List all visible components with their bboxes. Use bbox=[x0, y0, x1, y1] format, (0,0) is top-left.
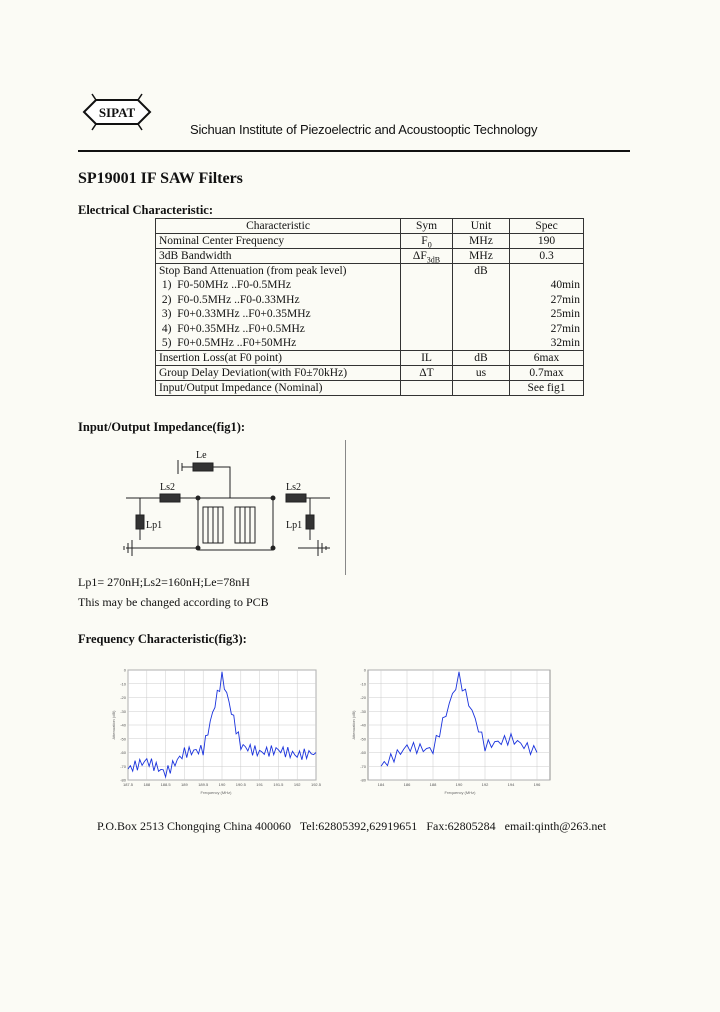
inductor-ls2-left bbox=[160, 494, 180, 502]
cell-spec bbox=[510, 264, 584, 351]
cell-label: Input/Output Impedance (Nominal) bbox=[156, 381, 401, 396]
x-tick-label: 192.5 bbox=[310, 782, 322, 787]
contact-footer bbox=[97, 819, 612, 834]
table-header-row bbox=[156, 219, 584, 234]
y-tick-label: -70 bbox=[120, 763, 126, 769]
th-sym: Sym bbox=[401, 219, 453, 234]
label-lp1-right: Lp1 bbox=[286, 520, 303, 531]
cell-spec: 190 bbox=[510, 234, 584, 249]
x-axis-label: Frequency (MHz) bbox=[200, 790, 232, 795]
y-tick-label: -60 bbox=[120, 750, 126, 755]
cell-sym: IL bbox=[401, 351, 453, 366]
x-tick-label: 196 bbox=[533, 782, 541, 787]
cell-sym: ΔT bbox=[401, 366, 453, 381]
x-tick-label: 187.5 bbox=[122, 782, 134, 787]
y-tick-label: -40 bbox=[360, 722, 366, 728]
x-tick-label: 189 bbox=[181, 782, 188, 787]
frequency-chart-wide bbox=[350, 665, 555, 795]
x-tick-label: 188 bbox=[143, 782, 151, 787]
stopband-item-3: 3) F0+0.33MHz ..F0+0.35MHz bbox=[161, 308, 311, 321]
y-tick-label: -10 bbox=[360, 681, 366, 687]
section-electrical: Electrical Characteristic: bbox=[78, 203, 214, 217]
stopband-spec-5: 32min bbox=[550, 336, 580, 349]
y-tick-label: -80 bbox=[360, 777, 366, 783]
y-tick-label: -10 bbox=[120, 681, 126, 687]
cell-label: 3dB Bandwidth bbox=[156, 249, 401, 264]
contact-address: P.O.Box 2513 Chongqing China 400060 bbox=[97, 819, 292, 833]
table-row-stopband bbox=[156, 264, 584, 351]
cell-unit: dB bbox=[453, 351, 510, 366]
stopband-spec-2: 27min bbox=[550, 293, 580, 306]
sipat-logo bbox=[82, 92, 152, 132]
x-tick-label: 190 bbox=[218, 782, 226, 787]
table-row bbox=[156, 366, 584, 381]
contact-tel: Tel:62805392,62919651 bbox=[299, 819, 418, 833]
table-row bbox=[156, 234, 584, 249]
cell-unit: us bbox=[453, 366, 510, 381]
stopband-spec-4: 27min bbox=[550, 322, 580, 335]
stopband-item-1: 1) F0-50MHz ..F0-0.5MHz bbox=[161, 279, 291, 292]
cell-label bbox=[156, 264, 401, 351]
cell-unit bbox=[453, 381, 510, 396]
cell-label: Insertion Loss(at F0 point) bbox=[156, 351, 401, 366]
divider-line bbox=[345, 440, 346, 575]
stopband-spec-1: 40min bbox=[550, 279, 580, 292]
x-tick-label: 192 bbox=[293, 782, 301, 787]
inductor-le bbox=[193, 463, 213, 471]
x-axis-label: Frequency (MHz) bbox=[444, 790, 476, 795]
institute-name: Sichuan Institute of Piezoelectric and Acoustooptic Technology bbox=[190, 122, 538, 137]
cell-unit: MHz bbox=[453, 234, 510, 249]
y-tick-label: 0 bbox=[363, 667, 366, 673]
table-row bbox=[156, 381, 584, 396]
cell-spec: 6max bbox=[510, 351, 584, 366]
x-tick-label: 188 bbox=[429, 782, 437, 787]
cell-spec: 0.7max bbox=[510, 366, 584, 381]
x-tick-label: 194 bbox=[507, 782, 515, 787]
frequency-chart-narrow bbox=[110, 665, 320, 795]
y-tick-label: -30 bbox=[360, 708, 366, 714]
x-tick-label: 190 bbox=[455, 782, 463, 787]
pcb-note: This may be changed according to PCB bbox=[78, 595, 269, 609]
stopband-spec-3: 25min bbox=[550, 308, 580, 321]
spec-table bbox=[155, 218, 584, 396]
th-unit: Unit bbox=[453, 219, 510, 234]
section-frequency: Frequency Characteristic(fig3): bbox=[78, 632, 247, 646]
contact-fax: Fax:62805284 bbox=[426, 819, 496, 833]
y-tick-label: -40 bbox=[120, 722, 126, 728]
x-tick-label: 186 bbox=[403, 782, 411, 787]
y-tick-label: -50 bbox=[120, 736, 126, 742]
header-rule bbox=[78, 150, 630, 152]
cell-sym bbox=[401, 264, 453, 351]
label-lp1-left: Lp1 bbox=[146, 520, 163, 531]
stopband-item-4: 4) F0+0.35MHz ..F0+0.5MHz bbox=[161, 322, 305, 335]
label-ls2-right: Ls2 bbox=[286, 482, 301, 493]
x-tick-label: 188.5 bbox=[160, 782, 171, 787]
stopband-title: Stop Band Attenuation (from peak level) bbox=[159, 265, 347, 277]
cell-label: Nominal Center Frequency bbox=[156, 234, 401, 249]
cell-sym: $F_0$ bbox=[401, 234, 453, 249]
y-axis-label: Attenuation (dB) bbox=[111, 710, 116, 740]
stopband-item-2: 2) F0-0.5MHz ..F0-0.33MHz bbox=[161, 293, 300, 306]
component-values: Lp1= 270nH;Ls2=160nH;Le=78nH bbox=[78, 575, 250, 589]
x-tick-label: 192 bbox=[481, 782, 489, 787]
label-ls2-left: Ls2 bbox=[160, 482, 175, 493]
cell-label: Group Delay Deviation(with F0±70kHz) bbox=[156, 366, 401, 381]
y-tick-label: -80 bbox=[120, 777, 126, 783]
label-le: Le bbox=[196, 450, 207, 461]
x-tick-label: 191.5 bbox=[273, 782, 284, 787]
cell-spec: See fig1 bbox=[510, 381, 584, 396]
y-tick-label: -50 bbox=[360, 736, 366, 742]
cell-sym bbox=[401, 381, 453, 396]
contact-email[interactable]: email:qinth@263.net bbox=[504, 819, 607, 833]
cell-sym: $\Delta F_{3dB}$ bbox=[401, 249, 453, 264]
x-tick-label: 184 bbox=[377, 782, 385, 787]
page-title: SP19001 IF SAW Filters bbox=[78, 170, 243, 187]
x-tick-label: 190.5 bbox=[235, 782, 246, 787]
inductor-lp1-left bbox=[136, 515, 144, 529]
y-tick-label: -70 bbox=[360, 763, 366, 769]
inductor-lp1-right bbox=[306, 515, 314, 529]
x-tick-label: 191 bbox=[256, 782, 263, 787]
table-row bbox=[156, 249, 584, 264]
y-tick-label: -20 bbox=[360, 695, 366, 700]
cell-unit: MHz bbox=[453, 249, 510, 264]
y-tick-label: -60 bbox=[360, 750, 366, 755]
th-characteristic: Characteristic bbox=[156, 219, 401, 234]
matching-circuit-diagram bbox=[118, 440, 358, 580]
section-impedance: Input/Output Impedance(fig1): bbox=[78, 420, 246, 434]
stopband-item-5: 5) F0+0.5MHz ..F0+50MHz bbox=[161, 336, 297, 349]
inductor-ls2-right bbox=[286, 494, 306, 502]
x-tick-label: 189.5 bbox=[198, 782, 209, 787]
logo-text: SIPAT bbox=[98, 105, 136, 120]
y-tick-label: 0 bbox=[123, 667, 126, 673]
y-tick-label: -30 bbox=[120, 708, 126, 714]
cell-spec: 0.3 bbox=[510, 249, 584, 264]
table-row bbox=[156, 351, 584, 366]
y-tick-label: -20 bbox=[120, 695, 126, 700]
cell-unit: dB bbox=[453, 264, 510, 351]
th-spec: Spec bbox=[510, 219, 584, 234]
y-axis-label: Attenuation (dB) bbox=[351, 710, 356, 740]
